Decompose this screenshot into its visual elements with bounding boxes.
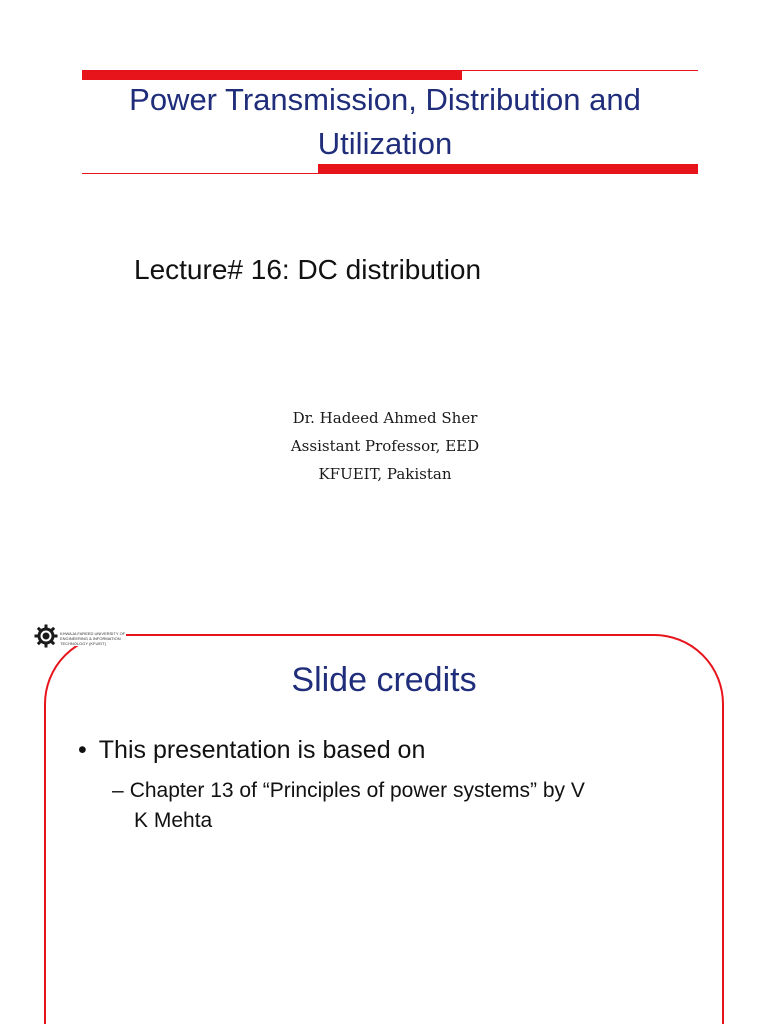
title-bottom-red-line [82, 173, 318, 174]
sub-bullet-marker: – [112, 779, 124, 802]
author-block [220, 404, 550, 488]
slide-credits-title: Slide credits [291, 661, 477, 699]
sub-bullet-text-line-2: K Mehta [134, 809, 213, 832]
slide-title-line-1: Power Transmission, Distribution and [129, 82, 641, 117]
title-top-red-line [462, 70, 698, 71]
slide-title [82, 78, 688, 166]
sub-bullet-text-line-1: Chapter 13 of “Principles of power systems” by V [129, 779, 585, 802]
university-logo-text: KHWAJA FAREED UNIVERSITY OF ENGINEERING & INFORMATION TECHNOLOGY (KFUEIT) [60, 631, 126, 646]
author-position: Assistant Professor, EED [290, 437, 480, 455]
lecture-subtitle: Lecture# 16: DC distribution [134, 254, 482, 285]
bullet-item [78, 732, 425, 768]
gear-emblem-icon [34, 624, 58, 648]
slide-title-line-2: Utilization [317, 126, 453, 161]
sub-bullet-item [112, 776, 682, 836]
title-bottom-red-bar [318, 164, 698, 174]
author-affiliation: KFUEIT, Pakistan [318, 465, 452, 483]
slide-2 [0, 600, 768, 1024]
bullet-marker: • [78, 736, 87, 764]
author-name: Dr. Hadeed Ahmed Sher [292, 409, 478, 427]
bullet-text: This presentation is based on [98, 736, 426, 764]
